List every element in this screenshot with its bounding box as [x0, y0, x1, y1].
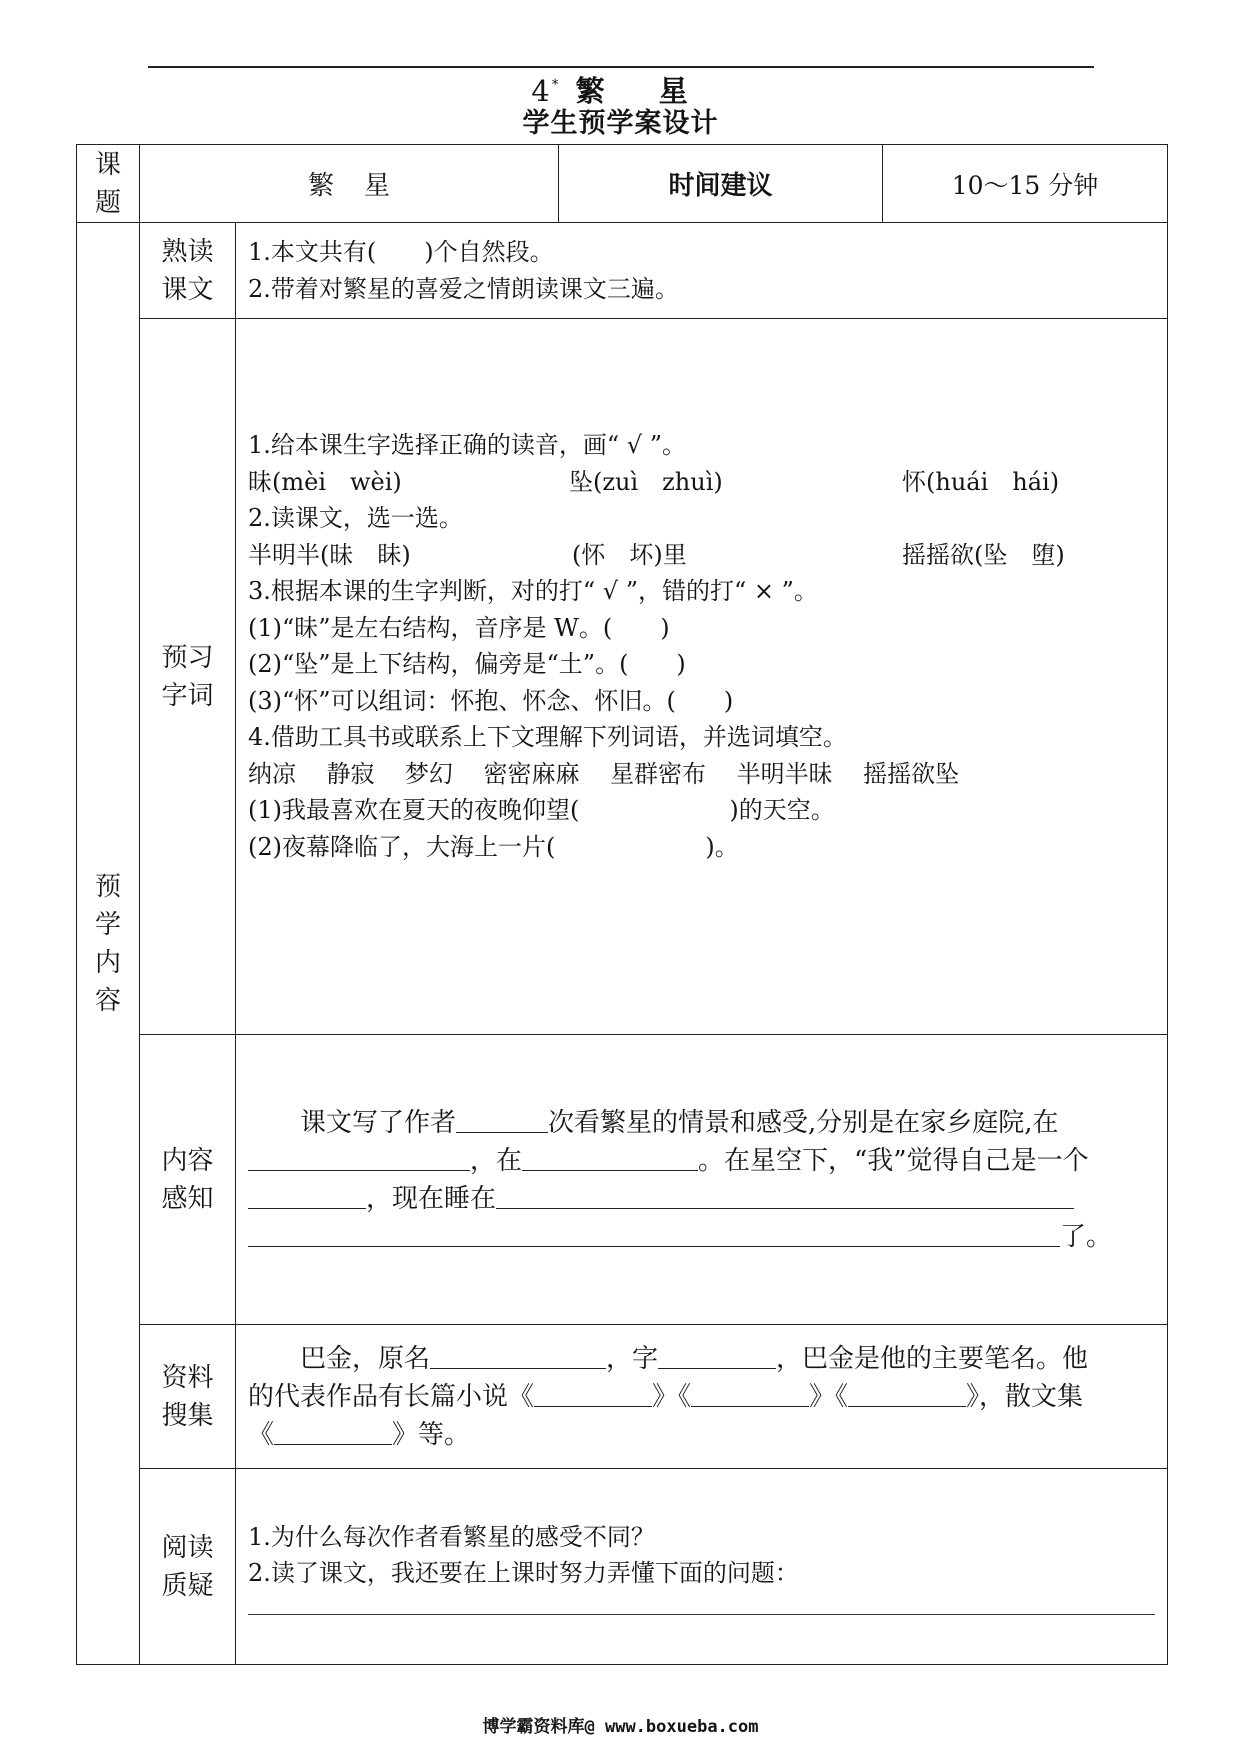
words-question-1: 1.给本课生字选择正确的读音，画“ √ ”。 [248, 431, 686, 459]
side-label-char: 容 [94, 985, 121, 1016]
word-bank-item: 静寂 [326, 759, 375, 788]
words-q2-options [248, 537, 1155, 574]
section-label-line: 熟读 [161, 236, 214, 267]
section-label-words [140, 319, 236, 1035]
section-row-reading [77, 223, 1168, 319]
page-subtitle: 学生预学案设计 [522, 108, 719, 139]
time-suggestion-value: 10～15 分钟 [883, 145, 1168, 223]
section-label-line: 阅读 [161, 1532, 214, 1563]
perception-text: 。在星空下，“我”觉得自己是一个 [698, 1145, 1089, 1176]
perception-line [248, 1180, 1155, 1218]
word-bank-item: 纳凉 [248, 759, 296, 788]
section-content-reading [236, 223, 1168, 319]
perception-text: ，现在睡在 [366, 1183, 497, 1214]
fill-blank[interactable] [496, 1182, 1074, 1209]
section-label-line: 字词 [161, 680, 214, 711]
judge-item: (3)“怀”可以组词：怀抱、怀念、怀旧。( ) [248, 686, 734, 715]
topic-label-char: 课 [94, 149, 121, 180]
footer-watermark: 博学霸资料库@ www.boxueba.com [482, 1717, 759, 1737]
perception-text: ，在 [470, 1145, 523, 1176]
question-line: 1.为什么每次作者看繁星的感受不同？ [248, 1522, 655, 1551]
materials-text: ，巴金是他的主要笔名。他 [776, 1343, 1089, 1374]
judge-item: (1)“昧”是左右结构，音序是 W。( ) [248, 613, 670, 642]
fill-blank[interactable] [848, 1380, 966, 1407]
fill-blank[interactable] [691, 1380, 809, 1407]
perception-text: 次看繁星的情景和感受,分别是在家乡庭院,在 [548, 1107, 1059, 1138]
lesson-number: 4 [531, 74, 551, 108]
reading-line: 1.本文共有( )个自然段。 [248, 238, 554, 266]
fill-blank[interactable] [248, 1220, 1060, 1247]
judge-item: (2)“坠”是上下结构，偏旁是“土”。( ) [248, 650, 686, 678]
section-content-materials [236, 1325, 1168, 1469]
side-label-char: 学 [94, 909, 121, 940]
materials-text: 巴金，原名 [300, 1343, 431, 1374]
fill-sentence-text: (1)我最喜欢在夏天的夜晚仰望( [248, 796, 580, 824]
materials-text: 》，散文集 [966, 1381, 1084, 1412]
word-bank [248, 756, 1155, 793]
fill-blank[interactable] [456, 1106, 548, 1133]
words-q1-options [248, 464, 1155, 501]
header-row [77, 145, 1168, 223]
choice-option: 摇摇欲(坠 堕) [902, 540, 1065, 569]
time-suggestion-label: 时间建议 [559, 145, 883, 223]
reading-line: 2.带着对繁星的喜爱之情朗读课文三遍。 [248, 274, 679, 303]
materials-text: 》《 [652, 1381, 692, 1412]
word-bank-item: 梦幻 [405, 759, 454, 788]
materials-line [248, 1378, 1155, 1416]
perception-text: 课文写了作者 [300, 1107, 457, 1138]
words-question-3: 3.根据本课的生字判断，对的打“ √ ”，错的打“ × ”。 [248, 577, 818, 605]
fill-sentence-text: )的天空。 [729, 796, 835, 824]
section-label-line: 预习 [161, 642, 214, 673]
worksheet-table [76, 144, 1168, 1665]
perception-line [248, 1104, 1155, 1142]
materials-text: 》《 [809, 1381, 849, 1412]
pinyin-option: 昧(mèi wèi) [248, 467, 402, 496]
choice-option: 半明半(昧 眛) [248, 540, 411, 569]
perception-line [248, 1218, 1155, 1256]
section-label-reading [140, 223, 236, 319]
fill-blank[interactable] [274, 1418, 392, 1445]
preview-content-side-label [77, 223, 140, 1665]
fill-blank[interactable] [534, 1380, 652, 1407]
section-label-line: 课文 [161, 274, 214, 305]
section-label-materials [140, 1325, 236, 1469]
fill-sentence-text: (2)夜幕降临了，大海上一片( [248, 832, 556, 861]
materials-line [248, 1340, 1155, 1378]
perception-text: 了。 [1060, 1221, 1113, 1252]
materials-text: 的代表作品有长篇小说《 [248, 1381, 535, 1412]
fill-blank[interactable] [430, 1342, 606, 1369]
materials-text: ，字 [606, 1343, 659, 1374]
topic-value: 繁星 [140, 145, 559, 223]
pinyin-option: 坠(zuì zhuì) [569, 467, 723, 496]
materials-line [248, 1416, 1155, 1454]
topic-label-cell [77, 145, 140, 223]
section-content-questions [236, 1469, 1168, 1665]
section-label-line: 感知 [161, 1183, 214, 1214]
section-label-line: 内容 [161, 1145, 214, 1176]
pinyin-option: 怀(huái hái) [902, 467, 1060, 496]
section-row-materials [77, 1325, 1168, 1469]
word-bank-item: 半明半昧 [736, 759, 833, 788]
fill-blank[interactable] [658, 1342, 776, 1369]
fill-blank[interactable] [248, 1144, 470, 1171]
side-label-char: 预 [94, 871, 121, 902]
section-row-words [77, 319, 1168, 1035]
section-label-content [140, 1035, 236, 1325]
materials-text: 《 [248, 1419, 275, 1450]
section-label-questions [140, 1469, 236, 1665]
answer-line[interactable] [248, 1614, 1155, 1615]
section-content-perception [236, 1035, 1168, 1325]
choice-option: (怀 坏)里 [572, 540, 687, 569]
topic-label-char: 题 [94, 187, 121, 218]
words-question-4: 4.借助工具书或联系上下文理解下列词语，并选词填空。 [248, 723, 847, 751]
lesson-name: 繁 星 [575, 74, 710, 108]
section-content-words [236, 319, 1168, 1035]
materials-text: 》等。 [392, 1419, 471, 1450]
fill-sentence-text: )。 [705, 832, 739, 861]
fill-blank[interactable] [248, 1182, 366, 1209]
words-question-2: 2.读课文，选一选。 [248, 504, 463, 532]
section-row-questions [77, 1469, 1168, 1665]
lesson-title [0, 66, 1241, 110]
section-row-content [77, 1035, 1168, 1325]
section-label-line: 质疑 [161, 1570, 214, 1601]
fill-sentence-2 [248, 829, 1155, 866]
fill-blank[interactable] [522, 1144, 698, 1171]
side-label-char: 内 [94, 947, 121, 978]
lesson-mark: * [551, 77, 560, 93]
perception-line [248, 1142, 1155, 1180]
fill-sentence-1 [248, 792, 1155, 829]
question-line: 2.读了课文，我还要在上课时努力弄懂下面的问题： [248, 1559, 799, 1587]
word-bank-item: 密密麻麻 [483, 759, 580, 788]
word-bank-item: 摇摇欲坠 [863, 759, 960, 788]
section-label-line: 搜集 [161, 1400, 214, 1431]
word-bank-item: 星群密布 [610, 759, 707, 788]
section-label-line: 资料 [161, 1362, 214, 1393]
